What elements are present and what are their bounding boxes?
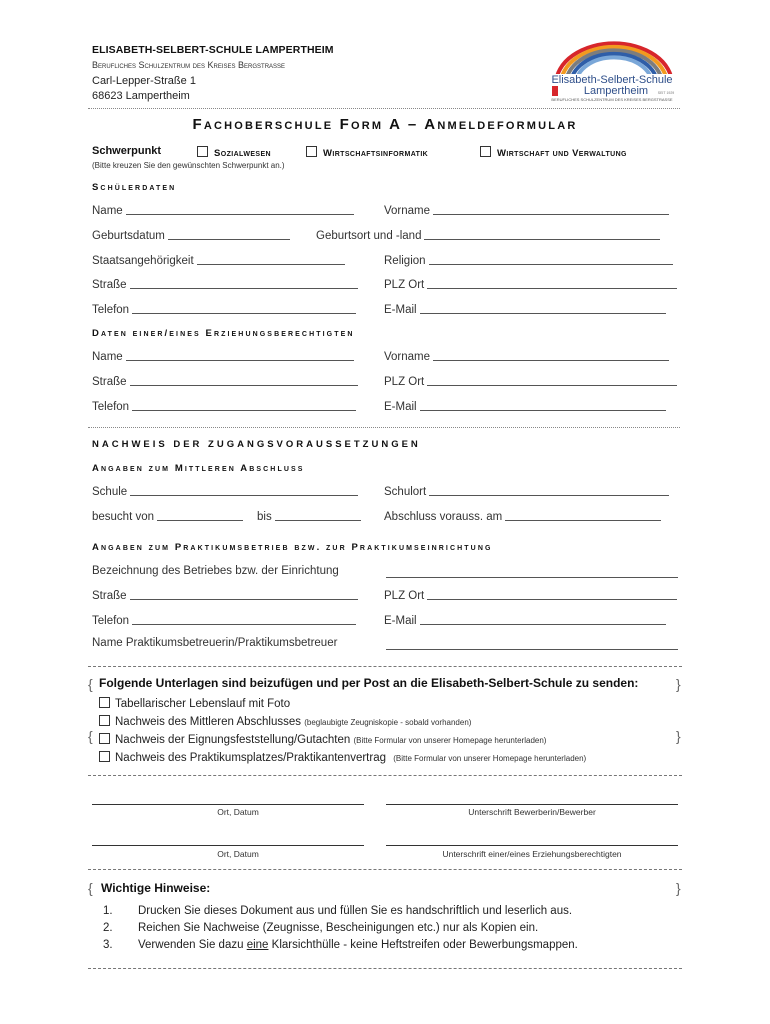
section-praktikum: Angaben zum Praktikumsbetrieb bzw. zur Praktikumseinrichtung [92, 542, 493, 553]
box-bracket-left: { [88, 676, 93, 692]
unterlagen-item-3[interactable]: Nachweis der Eignungsfeststellung/Gutachten (Bitte Formular von unserer Homepage herunterladen) [99, 733, 546, 746]
header-divider [88, 108, 680, 109]
hinweis-text-2: Reichen Sie Nachweise (Zeugnisse, Bescheinigungen etc.) nur als Kopien ein. [138, 922, 539, 934]
checkbox-wirtschaftsinformatik[interactable] [306, 146, 317, 157]
field-betreuer-label: Name Praktikumsbetreuerin/Praktikumsbetreuer [92, 637, 338, 649]
logo-line3: BERUFLICHES SCHULZENTRUM DES KREISES BERGSTRASSE [551, 97, 673, 102]
hinweise-title: Wichtige Hinweise: [101, 881, 211, 895]
school-name: ELISABETH-SELBERT-SCHULE LAMPERTHEIM [92, 44, 334, 56]
parent-field-telefon[interactable]: Telefon [92, 400, 356, 413]
field-betreuer-line[interactable] [386, 649, 678, 650]
caption-ort-datum-1: Ort, Datum [217, 807, 259, 817]
field-name[interactable]: Name [92, 204, 354, 217]
field-geburtsort[interactable]: Geburtsort und -land [316, 229, 660, 242]
hinweis-num-1: 1. [103, 905, 113, 917]
field-email[interactable]: E-Mail [384, 303, 666, 316]
school-city: 68623 Lampertheim [92, 90, 190, 102]
field-vorname[interactable]: Vorname [384, 204, 669, 217]
field-strasse[interactable]: Straße [92, 278, 358, 291]
hinweise-bracket-right: } [676, 880, 681, 896]
schwerpunkt-note: (Bitte kreuzen Sie den gewünschten Schwerpunkt an.) [92, 161, 285, 170]
caption-ort-datum-2: Ort, Datum [217, 849, 259, 859]
logo-line2: Lampertheim [583, 85, 649, 97]
logo-est: SEIT 1929 [657, 91, 675, 95]
hinweise-bracket-left: { [88, 880, 93, 896]
prak-field-email[interactable]: E-Mail [384, 614, 666, 627]
field-bis[interactable]: bis [257, 510, 361, 523]
hinweis-text-3: Verwenden Sie dazu eine Klarsichthülle - keine Heftstreifen oder Bewerbungsmappen. [138, 939, 578, 951]
unterlagen-checkbox-1[interactable] [99, 697, 110, 708]
parent-field-email[interactable]: E-Mail [384, 400, 666, 413]
prak-field-telefon[interactable]: Telefon [92, 614, 356, 627]
box-bracket-right-2: } [676, 728, 681, 744]
hinweis-text-1: Drucken Sie dieses Dokument aus und füllen Sie es handschriftlich und leserlich aus. [138, 905, 573, 917]
signature-line-ort-datum-2[interactable] [92, 845, 364, 846]
prak-field-plz-ort[interactable]: PLZ Ort [384, 589, 677, 602]
form-title: Fachoberschule Form A – Anmeldeformular [192, 116, 578, 133]
section-nachweis: NACHWEIS DER ZUGANGSVORAUSSETZUNGEN [92, 439, 421, 450]
option-wirtschaft-verwaltung[interactable]: Wirtschaft und Verwaltung [480, 146, 627, 159]
unterlagen-item-4[interactable]: Nachweis des Praktikumsplatzes/Praktikantenvertrag (Bitte Formular von unserer Homepage herunterladen) [99, 751, 586, 764]
field-geburtsdatum[interactable]: Geburtsdatum [92, 229, 290, 242]
section-divider [88, 427, 680, 428]
field-telefon[interactable]: Telefon [92, 303, 356, 316]
parent-field-vorname[interactable]: Vorname [384, 350, 669, 363]
hinweis-num-3: 3. [103, 939, 113, 951]
parent-field-plz-ort[interactable]: PLZ Ort [384, 375, 677, 388]
schwerpunkt-label: Schwerpunkt [92, 145, 162, 157]
section-erziehungsberechtigte: Daten einer/eines Erziehungsberechtigten [92, 328, 355, 339]
parent-field-strasse[interactable]: Straße [92, 375, 358, 388]
unterlagen-checkbox-2[interactable] [99, 715, 110, 726]
unterlagen-item-2[interactable]: Nachweis des Mittleren Abschlusses (beglaubigte Zeugniskopie - sobald vorhanden) [99, 715, 471, 728]
caption-erzieher: Unterschrift einer/eines Erziehungsberechtigten [442, 849, 622, 859]
signature-line-ort-datum-1[interactable] [92, 804, 364, 805]
school-logo [546, 34, 678, 104]
field-schule[interactable]: Schule [92, 485, 358, 498]
field-besucht-von[interactable]: besucht von [92, 510, 243, 523]
logo-line1: Elisabeth-Selbert-Schule [551, 74, 673, 86]
field-abschluss-am[interactable]: Abschluss vorauss. am [384, 510, 661, 523]
signature-line-erzieher[interactable] [386, 845, 678, 846]
field-plz-ort[interactable]: PLZ Ort [384, 278, 677, 291]
unterlagen-title: Folgende Unterlagen sind beizufügen und per Post an die Elisabeth-Selbert-Schule zu senden: [99, 676, 639, 690]
checkbox-wirtschaft-verwaltung[interactable] [480, 146, 491, 157]
signature-line-bewerber[interactable] [386, 804, 678, 805]
checkbox-sozialwesen[interactable] [197, 146, 208, 157]
caption-bewerber: Unterschrift Bewerberin/Bewerber [468, 807, 596, 817]
option-wirtschaftsinformatik[interactable]: Wirtschaftsinformatik [306, 146, 428, 159]
section-mittlerer-abschluss: Angaben zum Mittleren Abschluss [92, 463, 305, 474]
prak-field-strasse[interactable]: Straße [92, 589, 358, 602]
unterlagen-checkbox-4[interactable] [99, 751, 110, 762]
box-bracket-right: } [676, 676, 681, 692]
section-schuelerdaten: Schülerdaten [92, 182, 177, 193]
parent-field-name[interactable]: Name [92, 350, 354, 363]
hinweis-num-2: 2. [103, 922, 113, 934]
field-religion[interactable]: Religion [384, 254, 673, 267]
box-bracket-left-2: { [88, 728, 93, 744]
option-sozialwesen[interactable]: Sozialwesen [197, 146, 271, 159]
field-bezeichnung-label: Bezeichnung des Betriebes bzw. der Einrichtung [92, 565, 339, 577]
unterlagen-checkbox-3[interactable] [99, 733, 110, 744]
field-staatsangehoerigkeit[interactable]: Staatsangehörigkeit [92, 254, 345, 267]
field-bezeichnung-line[interactable] [386, 577, 678, 578]
field-schulort[interactable]: Schulort [384, 485, 669, 498]
school-subtitle: Berufliches Schulzentrum des Kreises Bergstraße [92, 60, 286, 70]
unterlagen-item-1[interactable]: Tabellarischer Lebenslauf mit Foto [99, 697, 290, 710]
school-street: Carl-Lepper-Straße 1 [92, 75, 196, 87]
